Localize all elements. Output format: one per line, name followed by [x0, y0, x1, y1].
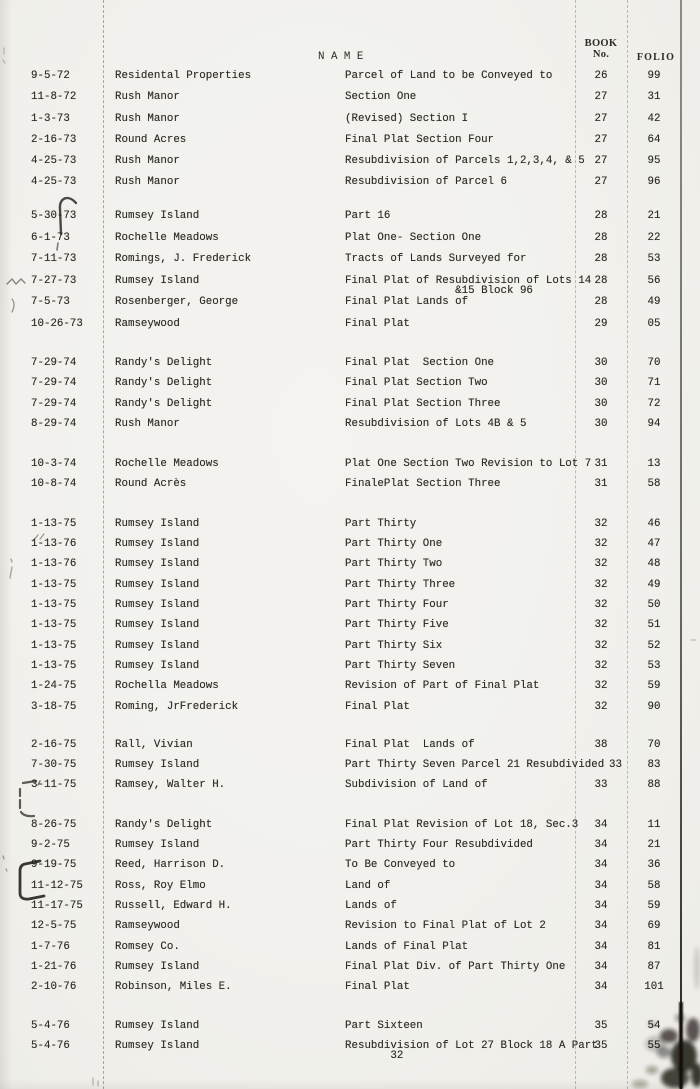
table-row	[0, 134, 700, 155]
date-cell: 11-8-72	[31, 91, 77, 104]
description-cell: Tracts of Lands Surveyed for	[345, 253, 527, 266]
description-cell: Plat One Section Two Revision to Lot 7	[345, 457, 592, 470]
date-cell: 2-16-73	[31, 133, 77, 146]
date-cell: 3-18-75	[31, 700, 77, 713]
name-cell: Rumsey Island	[115, 274, 200, 287]
name-cell: Rumsey Island	[115, 759, 200, 772]
description-cell: Final Plat of Resubdivision of Lots 14 &15 Block 96	[345, 275, 655, 296]
name-cell: Rush Manor	[115, 176, 180, 189]
date-cell: 1-21-76	[31, 960, 77, 973]
description-cell: Land of	[345, 879, 391, 892]
book-no-cell: 26	[594, 70, 608, 82]
name-cell: Ramseywood	[115, 920, 180, 933]
book-no-cell: 30	[594, 356, 608, 369]
name-cell: Rumsey Island	[115, 558, 200, 571]
folio-cell: 69	[647, 920, 661, 933]
table-row	[0, 981, 700, 1001]
name-cell: Rush Manor	[115, 91, 180, 104]
folio-cell: 11	[647, 818, 661, 831]
table-row	[0, 819, 700, 839]
table-row	[0, 880, 700, 900]
description-cell: Final Plat Div. of Part Thirty One	[345, 960, 566, 973]
book-no-cell: 32	[594, 680, 608, 693]
table-row	[0, 579, 700, 599]
book-no-cell: 27	[594, 112, 608, 125]
book-no-cell: 34	[594, 859, 608, 872]
name-cell: Rumsey Island	[115, 578, 200, 591]
description-cell: Part 16	[345, 209, 391, 222]
description-cell: Resubdivision of Parcels 1,2,3,4, & 5	[345, 155, 585, 168]
book-no-cell: 27	[594, 176, 608, 189]
date-cell: 10-8-74	[31, 478, 77, 491]
folio-cell: 21	[647, 209, 661, 222]
description-cell: Final Plat	[345, 317, 410, 330]
book-no-cell: 34	[594, 818, 608, 831]
description-cell: Part Thirty Four Resubdivided	[345, 839, 533, 852]
book-no-cell: 35	[594, 1019, 608, 1032]
folio-cell: 59	[647, 680, 661, 693]
folio-cell: 47	[647, 538, 661, 551]
table-row	[0, 91, 700, 112]
table-row	[0, 357, 700, 377]
name-column-header: N A M E	[318, 51, 364, 63]
row-group	[0, 210, 700, 340]
row-group	[0, 357, 700, 438]
book-no-cell: 27	[594, 155, 608, 168]
book-no-cell: 29	[594, 317, 608, 330]
date-cell: 7-27-73	[31, 274, 77, 287]
folio-cell: 53	[647, 659, 661, 672]
folio-cell: 72	[647, 397, 661, 410]
folio-cell: 54	[647, 1019, 661, 1032]
table-row	[0, 418, 700, 438]
description-cell: (Revised) Section I	[345, 112, 469, 125]
row-group	[0, 739, 700, 800]
date-cell: 1-24-75	[31, 680, 77, 693]
name-cell: Rush Manor	[115, 112, 180, 125]
name-cell: Rumsey Island	[115, 619, 200, 632]
table-row	[0, 859, 700, 879]
table-row	[0, 318, 700, 340]
table-row	[0, 779, 700, 799]
folio-cell: 58	[647, 478, 661, 491]
folio-cell: 49	[647, 578, 661, 591]
name-cell: Reed, Harrison D.	[115, 859, 226, 872]
name-cell: Rumsey Island	[115, 599, 200, 612]
table-row	[0, 232, 700, 254]
folio-cell: 52	[647, 639, 661, 652]
folio-cell: 51	[647, 619, 661, 632]
table-row	[0, 538, 700, 558]
name-cell: Robinson, Miles E.	[115, 981, 232, 994]
folio-cell: 90	[647, 700, 661, 713]
date-cell: 5-4-76	[31, 1040, 70, 1053]
book-no-cell: 28	[594, 274, 608, 287]
date-cell: 4-25-73	[31, 155, 77, 168]
name-cell: Rochella Meadows	[115, 680, 219, 693]
folio-cell: 59	[647, 900, 661, 913]
table-row	[0, 961, 700, 981]
table-row	[0, 759, 700, 779]
name-cell: Rosenberger, George	[115, 296, 239, 309]
folio-cell: 21	[647, 839, 661, 852]
table-row	[0, 176, 700, 197]
date-cell: 5-4-76	[31, 1019, 70, 1032]
book-no-cell: 28	[594, 209, 608, 222]
name-cell: Rumsey Island	[115, 960, 200, 973]
table-row	[0, 518, 700, 538]
name-cell: Rall, Vivian	[115, 738, 193, 751]
name-cell: Ramseywood	[115, 317, 180, 330]
table-row	[0, 478, 700, 498]
description-cell-line2: 32	[345, 1050, 404, 1063]
date-cell: 1-3-73	[31, 112, 70, 125]
name-cell: Rumsey Island	[115, 839, 200, 852]
table-row	[0, 680, 700, 700]
description-cell: Part Thirty Six	[345, 639, 443, 652]
row-group	[0, 458, 700, 499]
name-cell: Rumsey Island	[115, 659, 200, 672]
book-no-cell: 32	[594, 558, 608, 571]
row-group	[0, 70, 700, 198]
folio-cell: 94	[647, 417, 661, 430]
row-group	[0, 1020, 700, 1061]
description-cell: Part Thirty Two	[345, 558, 443, 571]
date-cell: 7-11-73	[31, 253, 77, 266]
description-cell: FinalePlat Section Three	[345, 478, 501, 491]
folio-cell: 42	[647, 112, 661, 125]
description-cell: Part Thirty Four	[345, 599, 449, 612]
book-no-cell: 34	[594, 981, 608, 994]
date-cell: 11-12-75	[31, 879, 83, 892]
description-cell: Part Thirty Three	[345, 578, 456, 591]
date-cell: 7-29-74	[31, 356, 77, 369]
date-cell: 1-13-75	[31, 619, 77, 632]
table-row	[0, 701, 700, 721]
folio-cell: 81	[647, 940, 661, 953]
description-cell: Final Plat	[345, 981, 410, 994]
name-cell: Rumsey Island	[115, 1019, 200, 1032]
date-cell: 7-29-74	[31, 377, 77, 390]
folio-cell: 99	[647, 70, 661, 82]
book-no-cell: 31	[594, 457, 608, 470]
name-cell: Rumsey Island	[115, 1040, 200, 1053]
folio-cell: 71	[647, 377, 661, 390]
book-no-cell: 33	[594, 779, 608, 792]
table-row	[0, 558, 700, 578]
date-cell: 7-30-75	[31, 759, 77, 772]
name-cell: Rumsey Island	[115, 538, 200, 551]
description-cell: Final Plat Section Two	[345, 377, 488, 390]
description-cell: Part Thirty Seven Parcel 21 Resubdivided	[345, 759, 605, 772]
description-cell: Parcel of Land to be Conveyed to	[345, 70, 553, 82]
folio-column-header: FOLIO	[636, 52, 676, 63]
book-header-line2: No.	[592, 49, 610, 60]
date-cell: 2-16-75	[31, 738, 77, 751]
table-row	[0, 660, 700, 680]
name-cell: Roming, JrFrederick	[115, 700, 239, 713]
book-no-cell: 30	[594, 377, 608, 390]
name-cell: Round Acrès	[115, 478, 187, 491]
name-cell: Romsey Co.	[115, 940, 180, 953]
book-header-line1: BOOK	[584, 38, 618, 49]
name-cell: Rumsey Island	[115, 209, 200, 222]
book-no-cell: 32	[594, 659, 608, 672]
row-group	[0, 518, 700, 721]
name-cell: Residental Properties	[115, 70, 252, 82]
date-cell: 1-13-75	[31, 578, 77, 591]
description-cell: Part Sixteen	[345, 1019, 423, 1032]
description-cell: Part Thirty Seven	[345, 659, 456, 672]
folio-cell: 50	[647, 599, 661, 612]
description-cell: Lands of	[345, 900, 397, 913]
name-cell: Russell, Edward H.	[115, 900, 232, 913]
name-cell: Rush Manor	[115, 155, 180, 168]
description-cell: Lands of Final Plat	[345, 940, 469, 953]
table-row	[0, 210, 700, 232]
name-cell: Ross, Roy Elmo	[115, 879, 206, 892]
description-cell: Final Plat Revision of Lot 18, Sec.3	[345, 818, 579, 831]
folio-cell: 96	[647, 176, 661, 189]
name-cell: Randy's Delight	[115, 818, 213, 831]
date-cell: 7-5-73	[31, 296, 70, 309]
book-no-cell: 31	[594, 478, 608, 491]
name-cell: Rumsey Island	[115, 517, 200, 530]
description-cell: Revision to Final Plat of Lot 2	[345, 920, 546, 933]
date-cell: 1-13-75	[31, 659, 77, 672]
book-no-cell: 38	[594, 738, 608, 751]
name-cell: Randy's Delight	[115, 356, 213, 369]
description-cell: Part Thirty	[345, 517, 417, 530]
date-cell: 1-13-76	[31, 558, 77, 571]
table-row	[0, 1020, 700, 1040]
book-no-cell: 34	[594, 839, 608, 852]
folio-cell: 46	[647, 517, 661, 530]
description-cell: Plat One- Section One	[345, 231, 482, 244]
book-no-cell: 30	[594, 397, 608, 410]
folio-cell: 87	[647, 960, 661, 973]
table-row	[0, 398, 700, 418]
description-cell: Subdivision of Land of	[345, 779, 488, 792]
table-row	[0, 920, 700, 940]
date-cell: 10-3-74	[31, 457, 77, 470]
date-cell: 5-30-73	[31, 209, 77, 222]
date-cell: 9-19-75	[31, 859, 77, 872]
description-cell: Resubdivision of Lot 27 Block 18 A Part 32	[345, 1040, 655, 1061]
table-row	[0, 739, 700, 759]
table-row	[0, 155, 700, 176]
table-row	[0, 275, 700, 297]
name-cell: Romings, J. Frederick	[115, 253, 252, 266]
folio-cell: 64	[647, 133, 661, 146]
name-cell: Rumsey Island	[115, 639, 200, 652]
book-no-cell: 28	[594, 296, 608, 309]
book-no-cell: 32	[594, 578, 608, 591]
book-no-cell: 30	[594, 417, 608, 430]
folio-cell: 13	[647, 457, 661, 470]
folio-cell: 22	[647, 231, 661, 244]
table-row	[0, 113, 700, 134]
folio-cell: 05	[647, 317, 661, 330]
description-cell: Resubdivision of Parcel 6	[345, 176, 507, 189]
date-cell: 8-26-75	[31, 818, 77, 831]
date-cell: 1-13-76	[31, 538, 77, 551]
description-cell: Final Plat Section Three	[345, 397, 501, 410]
folio-cell: 70	[647, 738, 661, 751]
description-cell: Final Plat	[345, 700, 410, 713]
name-cell: Rochelle Meadows	[115, 231, 219, 244]
name-cell: Ramsey, Walter H.	[115, 779, 226, 792]
description-cell: Final Plat Lands of	[345, 296, 469, 309]
table-row	[0, 900, 700, 920]
folio-cell: 36	[647, 859, 661, 872]
name-cell: Round Acres	[115, 133, 187, 146]
book-no-cell: 32	[594, 538, 608, 551]
table-row	[0, 599, 700, 619]
folio-cell: 31	[647, 91, 661, 104]
description-cell: Final Plat Section One	[345, 356, 495, 369]
row-group	[0, 819, 700, 1002]
folio-cell: 88	[647, 779, 661, 792]
table-row	[0, 941, 700, 961]
book-no-cell: 32	[594, 700, 608, 713]
date-cell: 1-7-76	[31, 940, 70, 953]
book-no-cell: 32	[594, 517, 608, 530]
book-no-cell: 27	[594, 91, 608, 104]
book-no-cell: 28	[594, 253, 608, 266]
folio-cell: 49	[647, 296, 661, 309]
book-no-cell: 33	[609, 759, 622, 772]
book-no-cell: 32	[594, 619, 608, 632]
description-cell-line2: &15 Block 96	[345, 284, 533, 297]
date-cell: 9-2-75	[31, 839, 70, 852]
description-cell: Part Thirty Five	[345, 619, 449, 632]
folio-cell: 58	[647, 879, 661, 892]
folio-cell: 83	[647, 759, 661, 772]
table-row	[0, 640, 700, 660]
folio-cell: 70	[647, 356, 661, 369]
description-cell: Part Thirty One	[345, 538, 443, 551]
folio-cell: 101	[644, 981, 664, 994]
description-cell: Resubdivision of Lots 4B & 5	[345, 417, 527, 430]
table-row	[0, 1040, 700, 1063]
date-cell: 3-11-75	[31, 779, 77, 792]
book-no-cell: 34	[594, 879, 608, 892]
description-cell: Section One	[345, 91, 417, 104]
table-row	[0, 296, 700, 318]
date-cell: 1-13-75	[31, 639, 77, 652]
name-cell: Randy's Delight	[115, 397, 213, 410]
folio-cell: 48	[647, 558, 661, 571]
book-no-cell: 34	[594, 940, 608, 953]
date-cell: 8-29-74	[31, 417, 77, 430]
description-cell: To Be Conveyed to	[345, 859, 456, 872]
folio-cell: 53	[647, 253, 661, 266]
book-no-cell: 32	[594, 599, 608, 612]
date-cell: 6-1-73	[31, 231, 70, 244]
table-row	[0, 253, 700, 275]
name-cell: Rush Manor	[115, 417, 180, 430]
book-no-cell: 28	[594, 231, 608, 244]
table-row	[0, 619, 700, 639]
description-cell: Final Plat Lands of	[345, 738, 475, 751]
date-cell: 4-25-73	[31, 176, 77, 189]
date-cell: 10-26-73	[31, 317, 83, 330]
book-no-cell: 27	[594, 133, 608, 146]
table-row	[0, 70, 700, 91]
book-no-cell: 32	[594, 639, 608, 652]
table-row	[0, 458, 700, 478]
date-cell: 1-13-75	[31, 599, 77, 612]
name-cell: Randy's Delight	[115, 377, 213, 390]
name-cell: Rochelle Meadows	[115, 457, 219, 470]
book-no-cell: 34	[594, 960, 608, 973]
table-row	[0, 377, 700, 397]
date-cell: 7-29-74	[31, 397, 77, 410]
book-no-cell: 35	[594, 1040, 608, 1053]
date-cell: 1-13-75	[31, 517, 77, 530]
book-no-cell: 34	[594, 920, 608, 933]
date-cell: 2-10-76	[31, 981, 77, 994]
folio-cell: 95	[647, 155, 661, 168]
description-cell: Revision of Part of Final Plat	[345, 680, 540, 693]
description-cell: Final Plat Section Four	[345, 133, 495, 146]
date-cell: 12-5-75	[31, 920, 77, 933]
folio-cell: 55	[647, 1040, 661, 1053]
book-no-cell: 34	[594, 900, 608, 913]
table-row	[0, 839, 700, 859]
date-cell: 11-17-75	[31, 900, 83, 913]
date-cell: 9-5-72	[31, 70, 70, 82]
folio-cell: 56	[647, 274, 661, 287]
